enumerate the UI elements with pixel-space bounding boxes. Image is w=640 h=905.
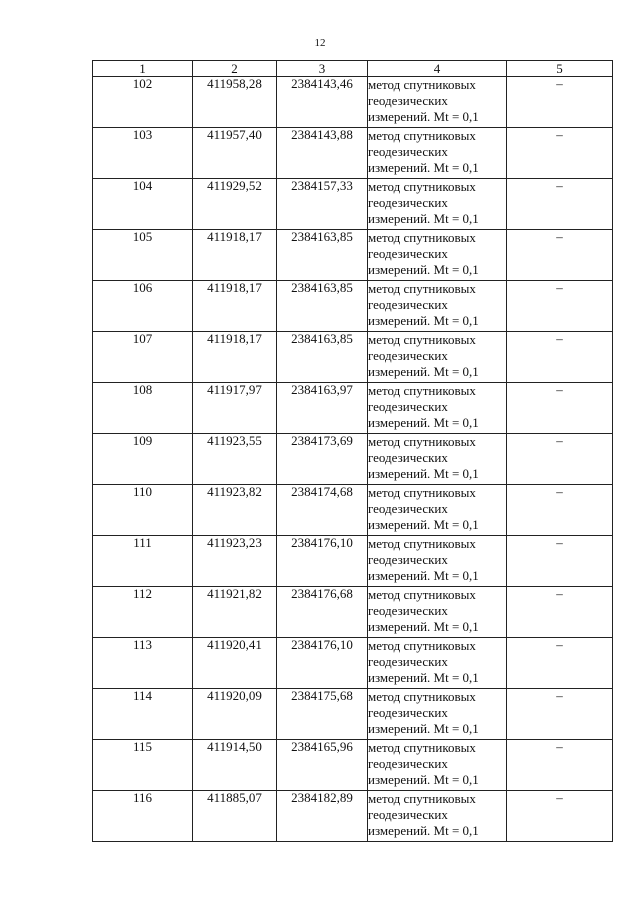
point-number-cell: 112: [93, 587, 193, 638]
method-line: геодезических: [368, 807, 448, 822]
method-line: метод спутниковых: [368, 689, 476, 704]
x-coordinate-cell: 411918,17: [193, 332, 277, 383]
header-col-1: 1: [93, 61, 193, 77]
method-cell: [368, 230, 507, 281]
method-line: геодезических: [368, 297, 448, 312]
method-cell: [368, 485, 507, 536]
table-row: [93, 230, 613, 281]
table-row: [93, 689, 613, 740]
note-cell: –: [507, 434, 613, 485]
table-row: [93, 281, 613, 332]
method-line: измерений. Mt = 0,1: [368, 466, 479, 481]
note-cell: –: [507, 128, 613, 179]
method-line: геодезических: [368, 246, 448, 261]
note-cell: –: [507, 485, 613, 536]
point-number-cell: 114: [93, 689, 193, 740]
point-number-cell: 115: [93, 740, 193, 791]
table-row: [93, 332, 613, 383]
method-cell: [368, 332, 507, 383]
x-coordinate-cell: 411958,28: [193, 77, 277, 128]
point-number-cell: 105: [93, 230, 193, 281]
point-number-cell: 103: [93, 128, 193, 179]
note-cell: –: [507, 638, 613, 689]
note-cell: –: [507, 230, 613, 281]
y-coordinate-cell: 2384163,85: [277, 332, 368, 383]
method-line: метод спутниковых: [368, 332, 476, 347]
y-coordinate-cell: 2384174,68: [277, 485, 368, 536]
method-line: измерений. Mt = 0,1: [368, 109, 479, 124]
method-line: метод спутниковых: [368, 434, 476, 449]
method-line: геодезических: [368, 399, 448, 414]
table-row: [93, 77, 613, 128]
table-row: [93, 434, 613, 485]
y-coordinate-cell: 2384165,96: [277, 740, 368, 791]
point-number-cell: 111: [93, 536, 193, 587]
method-line: измерений. Mt = 0,1: [368, 823, 479, 838]
note-cell: –: [507, 77, 613, 128]
table-row: [93, 128, 613, 179]
table-row: [93, 638, 613, 689]
point-number-cell: 116: [93, 791, 193, 842]
note-cell: –: [507, 536, 613, 587]
table-row: [93, 791, 613, 842]
method-line: метод спутниковых: [368, 638, 476, 653]
x-coordinate-cell: 411923,23: [193, 536, 277, 587]
method-line: геодезических: [368, 144, 448, 159]
method-line: метод спутниковых: [368, 791, 476, 806]
note-cell: –: [507, 332, 613, 383]
x-coordinate-cell: 411957,40: [193, 128, 277, 179]
table-row: [93, 740, 613, 791]
method-cell: [368, 689, 507, 740]
header-col-2: 2: [193, 61, 277, 77]
header-col-5: 5: [507, 61, 613, 77]
note-cell: –: [507, 179, 613, 230]
x-coordinate-cell: 411920,09: [193, 689, 277, 740]
y-coordinate-cell: 2384176,68: [277, 587, 368, 638]
table-row: [93, 587, 613, 638]
x-coordinate-cell: 411918,17: [193, 230, 277, 281]
method-line: измерений. Mt = 0,1: [368, 772, 479, 787]
method-line: измерений. Mt = 0,1: [368, 568, 479, 583]
method-line: метод спутниковых: [368, 281, 476, 296]
method-line: геодезических: [368, 756, 448, 771]
method-line: измерений. Mt = 0,1: [368, 415, 479, 430]
method-line: геодезических: [368, 450, 448, 465]
note-cell: –: [507, 689, 613, 740]
method-line: метод спутниковых: [368, 77, 476, 92]
x-coordinate-cell: 411914,50: [193, 740, 277, 791]
note-cell: –: [507, 791, 613, 842]
y-coordinate-cell: 2384176,10: [277, 536, 368, 587]
method-cell: [368, 77, 507, 128]
x-coordinate-cell: 411923,55: [193, 434, 277, 485]
x-coordinate-cell: 411885,07: [193, 791, 277, 842]
method-line: метод спутниковых: [368, 230, 476, 245]
point-number-cell: 102: [93, 77, 193, 128]
method-line: метод спутниковых: [368, 740, 476, 755]
point-number-cell: 110: [93, 485, 193, 536]
method-line: геодезических: [368, 603, 448, 618]
method-line: геодезических: [368, 348, 448, 363]
point-number-cell: 106: [93, 281, 193, 332]
method-line: измерений. Mt = 0,1: [368, 721, 479, 736]
method-line: геодезических: [368, 552, 448, 567]
table-row: [93, 485, 613, 536]
method-line: геодезических: [368, 501, 448, 516]
method-line: геодезических: [368, 93, 448, 108]
point-number-cell: 108: [93, 383, 193, 434]
page-number: 12: [314, 37, 326, 49]
method-line: геодезических: [368, 195, 448, 210]
method-line: измерений. Mt = 0,1: [368, 160, 479, 175]
method-cell: [368, 536, 507, 587]
point-number-cell: 113: [93, 638, 193, 689]
table-row: [93, 179, 613, 230]
y-coordinate-cell: 2384143,88: [277, 128, 368, 179]
method-line: метод спутниковых: [368, 128, 476, 143]
table-header-row: [93, 61, 613, 77]
method-cell: [368, 587, 507, 638]
note-cell: –: [507, 587, 613, 638]
method-cell: [368, 281, 507, 332]
note-cell: –: [507, 383, 613, 434]
method-cell: [368, 128, 507, 179]
y-coordinate-cell: 2384176,10: [277, 638, 368, 689]
y-coordinate-cell: 2384173,69: [277, 434, 368, 485]
table-row: [93, 536, 613, 587]
header-col-3: 3: [277, 61, 368, 77]
method-line: геодезических: [368, 654, 448, 669]
note-cell: –: [507, 281, 613, 332]
y-coordinate-cell: 2384182,89: [277, 791, 368, 842]
method-line: метод спутниковых: [368, 536, 476, 551]
method-line: измерений. Mt = 0,1: [368, 262, 479, 277]
header-col-4: 4: [368, 61, 507, 77]
method-cell: [368, 638, 507, 689]
x-coordinate-cell: 411929,52: [193, 179, 277, 230]
method-line: измерений. Mt = 0,1: [368, 313, 479, 328]
y-coordinate-cell: 2384175,68: [277, 689, 368, 740]
method-cell: [368, 434, 507, 485]
y-coordinate-cell: 2384163,85: [277, 281, 368, 332]
point-number-cell: 109: [93, 434, 193, 485]
table-row: [93, 383, 613, 434]
method-line: измерений. Mt = 0,1: [368, 517, 479, 532]
x-coordinate-cell: 411918,17: [193, 281, 277, 332]
y-coordinate-cell: 2384157,33: [277, 179, 368, 230]
y-coordinate-cell: 2384143,46: [277, 77, 368, 128]
method-line: метод спутниковых: [368, 179, 476, 194]
method-line: метод спутниковых: [368, 485, 476, 500]
x-coordinate-cell: 411917,97: [193, 383, 277, 434]
table-body: [93, 77, 613, 842]
method-cell: [368, 740, 507, 791]
method-cell: [368, 791, 507, 842]
note-cell: –: [507, 740, 613, 791]
point-number-cell: 107: [93, 332, 193, 383]
method-line: измерений. Mt = 0,1: [368, 619, 479, 634]
method-line: геодезических: [368, 705, 448, 720]
method-line: измерений. Mt = 0,1: [368, 364, 479, 379]
method-cell: [368, 179, 507, 230]
method-line: измерений. Mt = 0,1: [368, 670, 479, 685]
method-line: измерений. Mt = 0,1: [368, 211, 479, 226]
x-coordinate-cell: 411921,82: [193, 587, 277, 638]
method-cell: [368, 383, 507, 434]
y-coordinate-cell: 2384163,97: [277, 383, 368, 434]
method-line: метод спутниковых: [368, 587, 476, 602]
point-number-cell: 104: [93, 179, 193, 230]
y-coordinate-cell: 2384163,85: [277, 230, 368, 281]
x-coordinate-cell: 411923,82: [193, 485, 277, 536]
coordinates-table: [92, 60, 613, 842]
method-line: метод спутниковых: [368, 383, 476, 398]
x-coordinate-cell: 411920,41: [193, 638, 277, 689]
